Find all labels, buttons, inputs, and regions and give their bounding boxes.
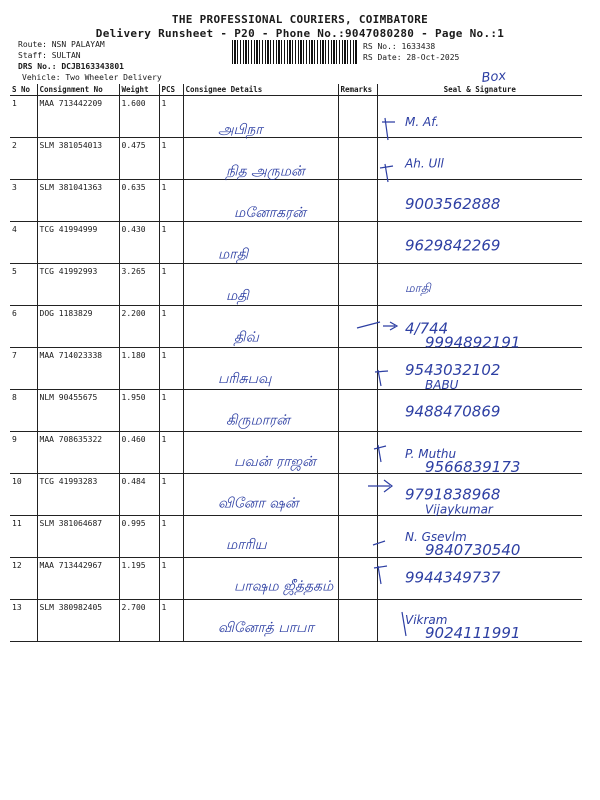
handwritten-signature: M. Af. [405,115,440,129]
row-weight: 1.600 [119,96,159,138]
row-remarks [338,348,377,390]
row-seal-signature [377,180,582,222]
row-consignee-details [183,96,338,138]
box-note: Box [480,68,507,86]
row-weight: 0.475 [119,138,159,180]
rs-date: RS Date: 28-Oct-2025 [363,53,460,62]
row-seal-signature [377,138,582,180]
row-weight: 0.484 [119,474,159,516]
handwritten-signature: Vikram [405,613,448,627]
row-seal-signature [377,558,582,600]
row-remarks [338,558,377,600]
rs-number: RS No.: 1633438 [363,42,436,51]
handwritten-signature: 9488470869 [405,402,501,421]
row-pcs: 1 [159,348,183,390]
table-row [10,432,582,474]
handwritten-consignee-name: பவன் ராஜன் [234,454,316,470]
handwritten-consignee-name: வினோத் பாபா [218,620,314,636]
handwritten-signature: 9003562888 [405,195,501,213]
row-weight: 0.995 [119,516,159,558]
table-row [10,306,582,348]
row-remarks [338,96,377,138]
row-weight: 2.700 [119,600,159,642]
table-row [10,390,582,432]
handwritten-signature: Ah. Ull [405,156,444,171]
handwritten-signature: 9543032102 [405,361,501,379]
handwritten-consignee-name: திவ் [234,329,259,346]
row-sno: 3 [10,180,37,222]
row-sno: 10 [10,474,37,516]
row-consignment-no: TCG 41993283 [37,474,119,516]
handwritten-signature: 9944349737 [405,568,501,587]
row-consignment-no: MAA 713442967 [37,558,119,600]
row-consignment-no: MAA 708635322 [37,432,119,474]
row-pcs: 1 [159,516,183,558]
table-row [10,600,582,642]
row-consignment-no: DOG 1183829 [37,306,119,348]
handwritten-consignee-name: பாஷம ஜீத்தகம் [234,578,334,595]
table-row [10,264,582,306]
row-sno: 13 [10,600,37,642]
row-consignee-details [183,264,338,306]
handwritten-signature: 9566839173 [425,458,521,476]
row-seal-signature [377,390,582,432]
row-remarks [338,180,377,222]
col-consignee: Consignee Details [183,84,338,96]
row-sno: 6 [10,306,37,348]
row-pcs: 1 [159,222,183,264]
handwritten-consignee-name: கிருமாரன் [226,412,290,429]
row-weight: 1.180 [119,348,159,390]
handwritten-signature: 4/744 [405,319,449,338]
table-row [10,474,582,516]
row-consignment-no: NLM 90455675 [37,390,119,432]
handwritten-consignee-name: வினோ ஷன் [218,495,299,512]
row-remarks [338,390,377,432]
row-remarks [338,222,377,264]
row-sno: 7 [10,348,37,390]
row-consignment-no: SLM 380982405 [37,600,119,642]
table-header-row [10,84,582,96]
row-pcs: 1 [159,600,183,642]
row-sno: 11 [10,516,37,558]
row-sno: 8 [10,390,37,432]
handwritten-consignee-name: மனோகரன் [234,205,306,221]
row-remarks [338,306,377,348]
row-seal-signature [377,348,582,390]
row-consignment-no: TCG 41992993 [37,264,119,306]
handwritten-consignee-name: மாதி [218,246,249,263]
table-row [10,222,582,264]
row-sno: 12 [10,558,37,600]
row-weight: 2.200 [119,306,159,348]
row-pcs: 1 [159,474,183,516]
vehicle-label: Vehicle: Two Wheeler Delivery [22,73,162,82]
row-pcs: 1 [159,558,183,600]
row-sno: 1 [10,96,37,138]
row-consignment-no: SLM 381054013 [37,138,119,180]
handwritten-signature: 9024111991 [425,624,521,642]
row-consignment-no: SLM 381064687 [37,516,119,558]
staff-label: Staff: SULTAN [18,51,81,60]
col-weight: Weight [119,84,159,96]
row-weight: 0.430 [119,222,159,264]
row-weight: 3.265 [119,264,159,306]
handwritten-signature: 9629842269 [405,236,501,255]
table-row [10,348,582,390]
handwritten-signature: 9791838968 [405,485,501,504]
row-consignment-no: TCG 41994999 [37,222,119,264]
row-sno: 5 [10,264,37,306]
row-consignee-details [183,180,338,222]
row-pcs: 1 [159,138,183,180]
handwritten-signature: P. Muthu [405,447,457,461]
table-row [10,180,582,222]
row-seal-signature [377,600,582,642]
row-consignee-details [183,600,338,642]
row-consignment-no: SLM 381041363 [37,180,119,222]
row-seal-signature [377,516,582,558]
handwritten-signature: BABU [425,378,459,392]
row-remarks [338,264,377,306]
row-pcs: 1 [159,432,183,474]
row-weight: 0.635 [119,180,159,222]
row-sno: 4 [10,222,37,264]
row-consignee-details [183,516,338,558]
row-remarks [338,474,377,516]
row-sno: 2 [10,138,37,180]
row-pcs: 1 [159,264,183,306]
row-consignee-details [183,138,338,180]
table-row [10,558,582,600]
col-remarks: Remarks [338,84,377,96]
row-consignee-details [183,474,338,516]
row-consignment-no: MAA 714023338 [37,348,119,390]
row-consignee-details [183,348,338,390]
handwritten-consignee-name: பரிசுபவு [218,371,272,387]
drs-number: DRS No.: DCJB163343801 [18,62,124,71]
row-pcs: 1 [159,306,183,348]
row-consignment-no: MAA 713442209 [37,96,119,138]
row-seal-signature [377,306,582,348]
table-row [10,96,582,138]
row-consignee-details [183,306,338,348]
row-seal-signature [377,474,582,516]
row-seal-signature [377,96,582,138]
handwritten-consignee-name: நித அருமன் [226,163,305,180]
table-row [10,138,582,180]
barcode [232,40,357,64]
row-remarks [338,138,377,180]
row-seal-signature [377,264,582,306]
row-consignee-details [183,558,338,600]
row-consignee-details [183,222,338,264]
row-weight: 1.950 [119,390,159,432]
route-label: Route: NSN PALAYAM [18,40,105,49]
handwritten-consignee-name: மாரிய [226,537,267,553]
handwritten-signature: 9994892191 [425,333,521,352]
row-remarks [338,516,377,558]
row-weight: 1.195 [119,558,159,600]
handwritten-consignee-name: அபிநா [218,122,263,138]
row-weight: 0.460 [119,432,159,474]
row-pcs: 1 [159,96,183,138]
handwritten-signature: மாதி [405,281,431,295]
row-seal-signature [377,222,582,264]
col-signature: Seal & Signature [377,84,582,96]
col-pcs: PCS [159,84,183,96]
col-sno: S No [10,84,37,96]
row-consignee-details [183,390,338,432]
row-sno: 9 [10,432,37,474]
row-consignee-details [183,432,338,474]
col-consignment: Consignment No [37,84,119,96]
handwritten-signature: Vijaykumar [425,502,493,517]
runsheet-table [10,84,582,642]
row-seal-signature [377,432,582,474]
row-remarks [338,600,377,642]
row-pcs: 1 [159,390,183,432]
row-pcs: 1 [159,180,183,222]
table-row [10,516,582,558]
runsheet-subtitle: Delivery Runsheet - P20 - Phone No.:9047080280 - Page No.:1 [95,27,505,40]
handwritten-signature: N. Gsevlm [405,530,467,544]
row-remarks [338,432,377,474]
company-title: THE PROFESSIONAL COURIERS, COIMBATORE [171,13,429,26]
handwritten-consignee-name: மதி [226,288,249,304]
handwritten-signature: 9840730540 [425,541,521,559]
